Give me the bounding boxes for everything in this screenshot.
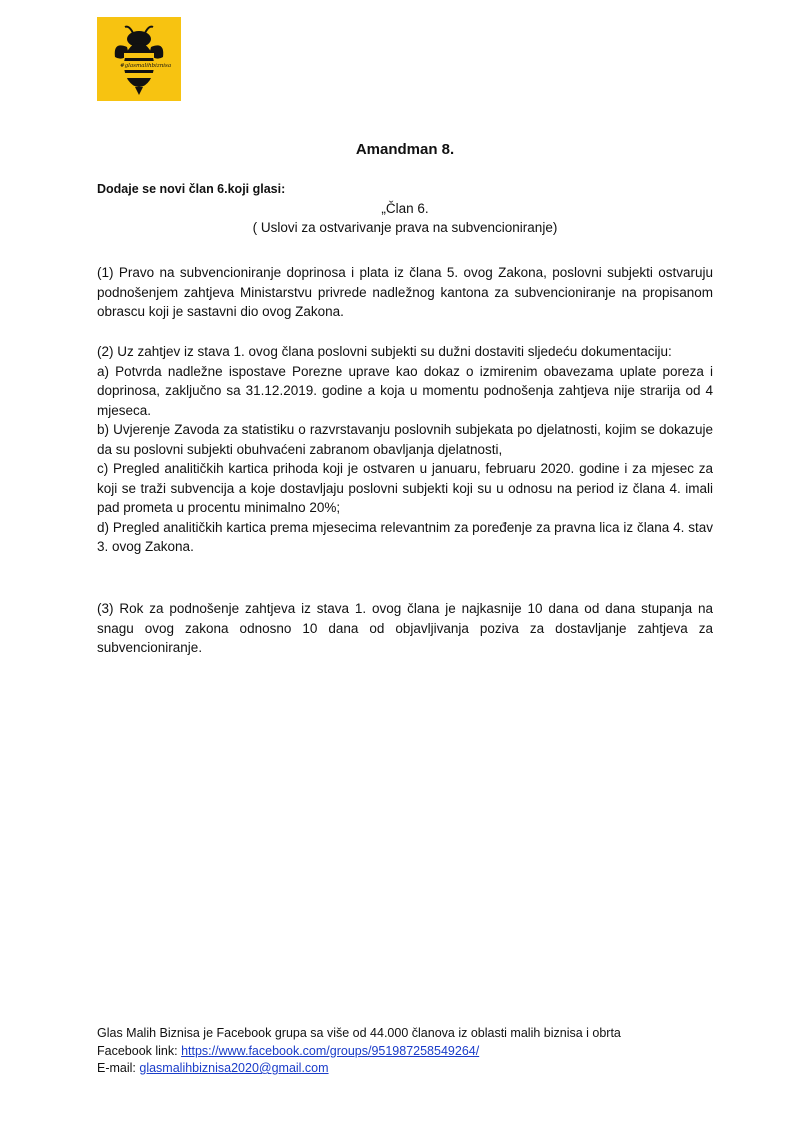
paragraph-1-text: (1) Pravo na subvencioniranje doprinosa i plata iz člana 5. ovog Zakona, poslovni subjekti ostvaruju podnošenjem zahtjeva Ministarstvu privrede nadležnog kantona za subvencioniranje na propisanom obrascu koji je sastavni dio ovog Zakona. [97, 265, 713, 319]
paragraph-1 [97, 263, 713, 322]
paragraph-2-item-b: b) Uvjerenje Zavoda za statistiku o razvrstavanju poslovnih subjekata po djelatnosti, kojim se dokazuje da su poslovni subjekti obuhvaćeni zabranom obavljanja djelatnosti, [97, 422, 713, 457]
footer-email-line [97, 1060, 737, 1078]
logo-text: #glasmalihbiznisa [120, 63, 172, 69]
bee-logo [97, 17, 181, 101]
footer [97, 1025, 737, 1078]
document-title: Amandman 8. [355, 141, 455, 158]
article-heading: „Član 6. [381, 201, 429, 216]
paragraph-3-text: (3) Rok za podnošenje zahtjeva iz stava 1. ovog člana je najkasnije 10 dana od dana stupanja na snagu ovog zakona odnosno 10 dana od objavljivanja poziva za dostavljanje zahtjeva za subvencioniranje. [97, 601, 713, 655]
paragraph-3 [97, 599, 713, 658]
facebook-link[interactable]: https://www.facebook.com/groups/951987258549264/ [181, 1043, 480, 1058]
footer-facebook-line [97, 1043, 737, 1061]
paragraph-2-item-d: d) Pregled analitičkih kartica prema mjesecima relevantnim za poređenje za pravna lica iz člana 4. stav 3. ovog Zakona. [97, 519, 713, 554]
paragraph-2 [97, 342, 713, 557]
bee-icon [97, 17, 181, 101]
email-link[interactable]: glasmalihbiznisa2020@gmail.com [139, 1061, 329, 1075]
email-label: E-mail: [97, 1061, 140, 1075]
intro-line: Dodaje se novi član 6.koji glasi: [97, 182, 286, 196]
paragraph-2-intro: (2) Uz zahtjev iz stava 1. ovog člana poslovni subjekti su dužni dostaviti sljedeću dokumentaciju: [97, 344, 672, 359]
facebook-label: Facebook link: [97, 1043, 182, 1058]
article-subheading: ( Uslovi za ostvarivanje prava na subvencioniranje) [252, 220, 558, 235]
paragraph-2-item-a: a) Potvrda nadležne ispostave Porezne uprave kao dokaz o izmirenim obavezama uplate poreza i doprinosa, zaključno sa 31.12.2019. godine a koja u momentu podnošenja zahtjeva nije strarija od 4 mjeseca. [97, 363, 713, 418]
footer-description: Glas Malih Biznisa je Facebook grupa sa više od 44.000 članova iz oblasti malih biznisa i obrta [97, 1026, 621, 1040]
paragraph-2-item-c: c) Pregled analitičkih kartica prihoda koji je ostvaren u januaru, februaru 2020. godine i za mjesec za koji se traži subvencija a koje dostavljaju poslovni subjekti koji su u odnosu na period iz člana 4. imali pad prometa u procentu minimalno 20%; [97, 461, 713, 515]
